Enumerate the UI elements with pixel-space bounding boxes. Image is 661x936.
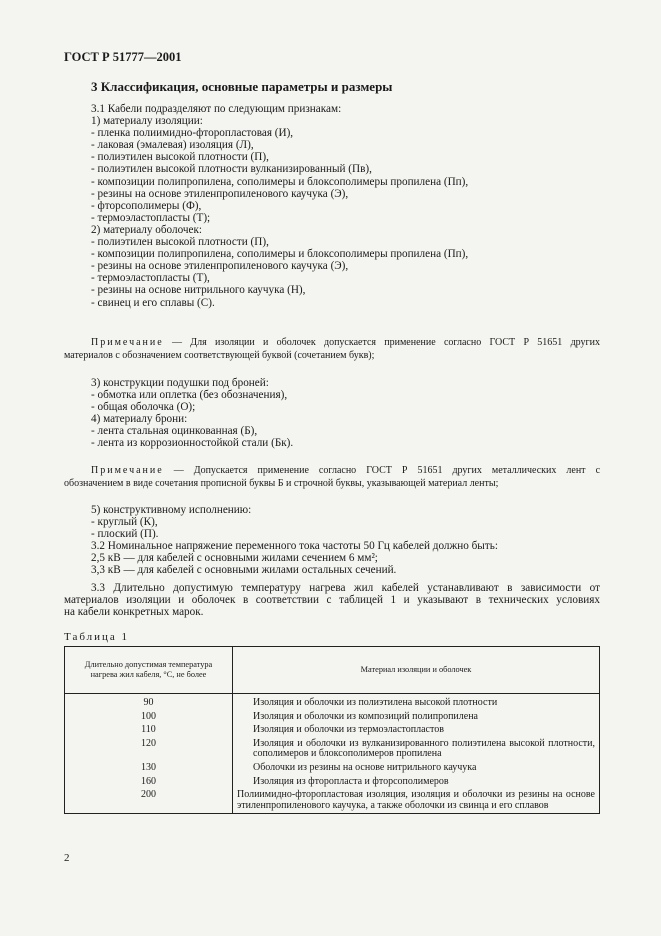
document-id: ГОСТ Р 51777—2001	[64, 50, 182, 64]
table-row	[65, 709, 600, 723]
list-item: - полиэтилен высокой плотности (П),	[91, 236, 269, 249]
table-caption: Таблица 1	[64, 631, 130, 643]
table-row	[65, 722, 600, 736]
paragraph-line: материалов изоляции и оболочек в соответствии с таблицей 1 и указывают в технических условиях	[64, 594, 600, 607]
list-item: - резины на основе этиленпропиленового каучука (Э),	[91, 260, 349, 273]
list-item: - резины на основе нитрильного каучука (Н),	[91, 284, 306, 297]
note-label: Примечание	[91, 337, 164, 348]
table-row	[65, 760, 600, 774]
material-cell: Оболочки из резины на основе нитрильного каучука	[233, 760, 600, 774]
design-and-voltage	[91, 504, 498, 577]
material-cell: Изоляция и оболочки из полиэтилена высокой плотности	[233, 694, 600, 709]
temperature-table	[64, 646, 600, 814]
note-1	[64, 336, 600, 362]
bedding-armor-list	[91, 377, 293, 450]
material-cell: Изоляция из фторопласта и фторсополимеров	[233, 774, 600, 788]
design-heading: 5) конструктивному исполнению:	[91, 504, 252, 516]
note-2	[64, 464, 600, 490]
list-item: - круглый (К),	[91, 516, 158, 529]
list-item: - лаковая (эмалевая) изоляция (Л),	[91, 139, 254, 152]
list-item: - полиэтилен высокой плотности вулканизированный (Пв),	[91, 163, 372, 176]
voltage-line: 3,3 кВ — для кабелей с основными жилами остальных сечений.	[91, 564, 397, 577]
section-title: 3 Классификация, основные параметры и размеры	[91, 79, 393, 94]
section-3-1-intro: 3.1 Кабели подразделяют по следующим признакам:	[91, 103, 342, 115]
armor-heading: 4) материалу брони:	[91, 413, 188, 426]
list-item: - композиции полипропилена, сополимеры и блоксополимеры пропилена (Пп),	[91, 248, 469, 261]
table-header-material: Материал изоляции и оболочек	[233, 647, 600, 694]
list-item: - лента из коррозионностойкой стали (Бк).	[91, 437, 294, 450]
list-item: - термоэластопласты (Т);	[91, 211, 211, 224]
list-item: - термоэластопласты (Т),	[91, 272, 210, 285]
paragraph-line: на кабели конкретных марок.	[64, 606, 204, 619]
material-cell: Полиимидно-фторопластовая изоляция, изоляция и оболочки из резины на основе этиленпропиленового каучука, а также оболочки из свинца и его сплавов	[233, 787, 600, 814]
list-item: - композиции полипропилена, сополимеры и блоксополимеры пропилена (Пп),	[91, 175, 469, 188]
table-header-temperature: Длительно допустимая температура нагрева жил кабеля, °С, не более	[65, 647, 233, 694]
material-cell: Изоляция и оболочки из термоэластопластов	[233, 722, 600, 736]
section-3-3	[64, 582, 600, 618]
list-item: - полиэтилен высокой плотности (П),	[91, 151, 269, 164]
list-item: - свинец и его сплавы (С).	[91, 296, 215, 309]
list-item: - пленка полиимидно-фторопластовая (И),	[91, 127, 294, 140]
table-row	[65, 694, 600, 709]
temperature-cell: 160	[65, 774, 233, 788]
temperature-cell: 110	[65, 722, 233, 736]
note-text: — Для изоляции и оболочек допускается применение согласно ГОСТ Р 51651 других	[172, 337, 600, 348]
note-label: Примечание	[91, 465, 164, 476]
temperature-cell: 100	[65, 709, 233, 723]
section-3-2-intro: 3.2 Номинальное напряжение переменного тока частоты 50 Гц кабелей должно быть:	[91, 540, 498, 553]
page-number: 2	[64, 852, 70, 864]
bedding-heading: 3) конструкции подушки под броней:	[91, 377, 269, 389]
material-cell: Изоляция и оболочки из композиций полипропилена	[233, 709, 600, 723]
paragraph-line: 3.3 Длительно допустимую температуру нагрева жил кабелей устанавливают в зависимости от	[91, 582, 600, 594]
list-item: - фторсополимеры (Ф),	[91, 199, 202, 212]
table-row	[65, 774, 600, 788]
voltage-line: 2,5 кВ — для кабелей с основными жилами сечением 6 мм²;	[91, 552, 378, 565]
list-item: - лента стальная оцинкованная (Б),	[91, 425, 258, 438]
list-item: - обмотка или оплетка (без обозначения),	[91, 389, 288, 402]
note-text: обозначением в виде сочетания прописной буквы Б и строчной буквы, указывающей материал ленты;	[64, 478, 499, 489]
temperature-cell: 90	[65, 694, 233, 709]
sheath-heading: 2) материалу оболочек:	[91, 223, 203, 236]
note-text: материалов с обозначением соответствующей буквой (сочетанием букв);	[64, 350, 375, 361]
temperature-cell: 200	[65, 787, 233, 814]
temperature-cell: 130	[65, 760, 233, 774]
classification-list	[91, 103, 468, 309]
list-item: - плоский (П).	[91, 528, 159, 541]
note-text: — Допускается применение согласно ГОСТ Р 51651 других металлических лент с	[173, 465, 601, 476]
table-row	[65, 787, 600, 814]
insulation-heading: 1) материалу изоляции:	[91, 115, 203, 128]
list-item: - общая оболочка (О);	[91, 401, 196, 414]
temperature-cell: 120	[65, 736, 233, 760]
list-item: - резины на основе этиленпропиленового каучука (Э),	[91, 187, 349, 200]
table-row	[65, 736, 600, 760]
material-cell: Изоляция и оболочки из вулканизированного полиэтилена высокой плотности, сополимеров и блоксополимеров пропилена	[233, 736, 600, 760]
